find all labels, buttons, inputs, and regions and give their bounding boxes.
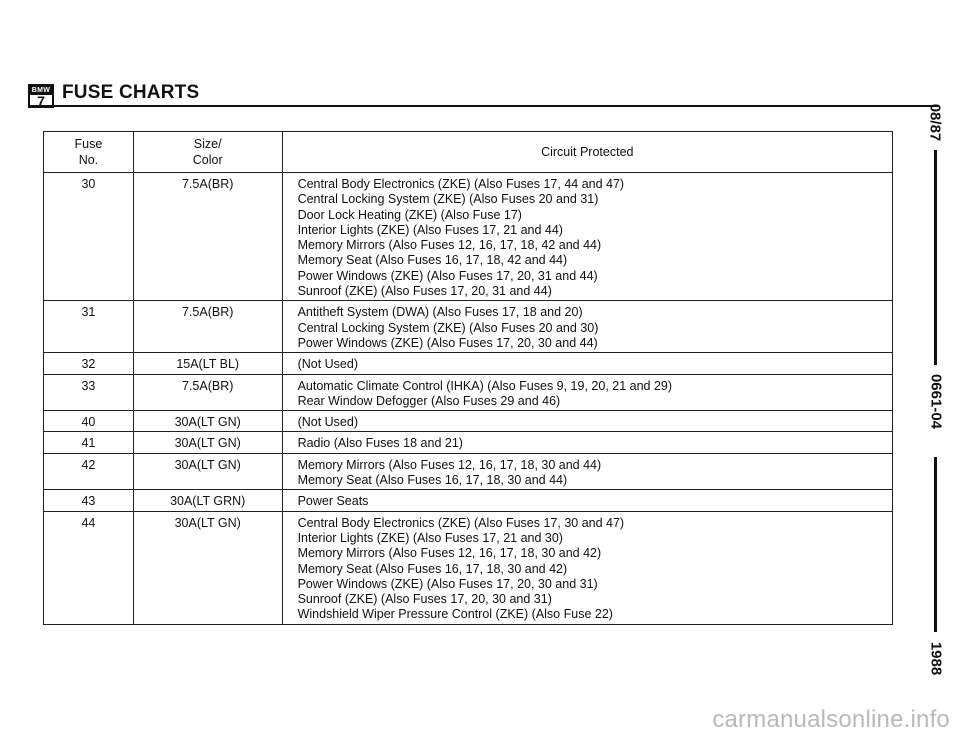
- fuse-number: 30: [44, 173, 134, 301]
- circuit-entry: Interior Lights (ZKE) (Also Fuses 17, 21 and 30): [297, 530, 563, 545]
- table-row: [44, 453, 893, 490]
- watermark: carmanualsonline.info: [712, 706, 950, 733]
- circuit-entry: (Not Used): [297, 415, 358, 430]
- circuit-entry: Power Windows (ZKE) (Also Fuses 17, 20, 30 and 31): [297, 576, 598, 591]
- circuit-entry: Memory Mirrors (Also Fuses 12, 16, 17, 18, 42 and 44): [297, 238, 602, 253]
- circuit-list: [282, 453, 892, 490]
- circuit-entry: Memory Seat (Also Fuses 16, 17, 18, 42 and 44): [297, 253, 568, 268]
- circuit-entry: Memory Seat (Also Fuses 16, 17, 18, 30 and 44): [297, 473, 568, 488]
- fuse-number: 33: [44, 374, 134, 411]
- circuit-entry: Windshield Wiper Pressure Control (ZKE) (Also Fuse 22): [297, 607, 613, 622]
- circuit-entry: Antitheft System (DWA) (Also Fuses 17, 18 and 20): [297, 305, 583, 320]
- margin-date: 08/87: [926, 103, 944, 142]
- margin-year: 1988: [927, 641, 945, 676]
- fuse-number: 31: [44, 301, 134, 353]
- circuit-list: [282, 301, 892, 353]
- circuit-list: [282, 374, 892, 411]
- circuit-entry: Memory Mirrors (Also Fuses 12, 16, 17, 18, 30 and 42): [297, 546, 602, 561]
- fuse-number: 42: [44, 453, 134, 490]
- logo-brand-band: BMW: [31, 87, 51, 94]
- table-row: [44, 432, 893, 453]
- column-header-fuse-no: Fuse No.: [44, 132, 134, 173]
- circuit-entry: Central Body Electronics (ZKE) (Also Fuses 17, 44 and 47): [297, 177, 625, 191]
- fuse-number: 40: [44, 411, 134, 432]
- fuse-size-color: 7.5A(BR): [133, 173, 282, 301]
- circuit-entry: Door Lock Heating (ZKE) (Also Fuse 17): [297, 207, 522, 222]
- fuse-rows: [44, 173, 893, 625]
- circuit-entry: Power Seats: [297, 494, 369, 509]
- fuse-size-color: 30A(LT GN): [133, 432, 282, 453]
- circuit-entry: Central Locking System (ZKE) (Also Fuses 20 and 31): [297, 192, 599, 207]
- table-row: [44, 301, 893, 353]
- margin-rule-lower: [934, 457, 937, 632]
- table-row: [44, 353, 893, 374]
- column-header-circuit-protected: Circuit Protected: [282, 132, 892, 173]
- circuit-list: [282, 411, 892, 432]
- fuse-size-color: 30A(LT GRN): [133, 490, 282, 511]
- circuit-entry: Automatic Climate Control (IHKA) (Also Fuses 9, 19, 20, 21 and 29): [297, 378, 673, 393]
- table-row: [44, 173, 893, 301]
- fuse-size-color: 30A(LT GN): [133, 411, 282, 432]
- fuse-number: 32: [44, 353, 134, 374]
- table-row: [44, 411, 893, 432]
- margin-section-code: 0661-04: [927, 373, 945, 430]
- header-rule: [28, 105, 938, 107]
- circuit-entry: Interior Lights (ZKE) (Also Fuses 17, 21 and 44): [297, 222, 563, 237]
- fuse-size-color: 7.5A(BR): [133, 301, 282, 353]
- column-header-size-color: Size/ Color: [133, 132, 282, 173]
- margin-rule-upper: [934, 150, 937, 365]
- circuit-entry: Power Windows (ZKE) (Also Fuses 17, 20, 31 and 44): [297, 268, 598, 283]
- circuit-entry: Rear Window Defogger (Also Fuses 29 and 46): [297, 393, 561, 408]
- fuse-size-color: 30A(LT GN): [133, 453, 282, 490]
- circuit-entry: Power Windows (ZKE) (Also Fuses 17, 20, 30 and 44): [297, 335, 598, 350]
- circuit-list: [282, 173, 892, 301]
- circuit-list: [282, 432, 892, 453]
- fuse-size-color: 15A(LT BL): [133, 353, 282, 374]
- circuit-entry: Memory Mirrors (Also Fuses 12, 16, 17, 18, 30 and 44): [297, 457, 602, 472]
- table-row: [44, 490, 893, 511]
- table-row: [44, 374, 893, 411]
- fuse-size-color: 30A(LT GN): [133, 511, 282, 624]
- circuit-entry: Central Locking System (ZKE) (Also Fuses 20 and 30): [297, 320, 599, 335]
- table-row: [44, 511, 893, 624]
- page-title: FUSE CHARTS: [62, 82, 200, 103]
- circuit-entry: Radio (Also Fuses 18 and 21): [297, 436, 463, 451]
- fuse-chart-table: [43, 131, 893, 625]
- fuse-number: 43: [44, 490, 134, 511]
- circuit-entry: Memory Seat (Also Fuses 16, 17, 18, 30 and 42): [297, 561, 568, 576]
- circuit-entry: Sunroof (ZKE) (Also Fuses 17, 20, 30 and 31): [297, 592, 552, 607]
- fuse-number: 41: [44, 432, 134, 453]
- fuse-number: 44: [44, 511, 134, 624]
- circuit-entry: (Not Used): [297, 357, 358, 372]
- logo-series-number: 7: [37, 93, 45, 109]
- fuse-size-color: 7.5A(BR): [133, 374, 282, 411]
- circuit-list: [282, 490, 892, 511]
- circuit-entry: Sunroof (ZKE) (Also Fuses 17, 20, 31 and 44): [297, 284, 552, 299]
- circuit-list: [282, 511, 892, 624]
- table-header-row: [44, 132, 893, 173]
- circuit-list: [282, 353, 892, 374]
- circuit-entry: Central Body Electronics (ZKE) (Also Fuses 17, 30 and 47): [297, 515, 625, 530]
